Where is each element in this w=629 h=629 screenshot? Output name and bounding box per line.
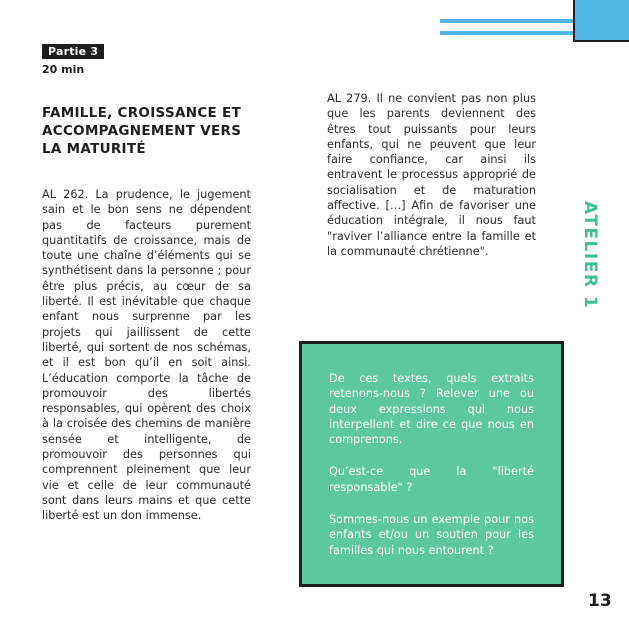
discussion-question-3: Sommes-nous un exemple pour nos enfants et/ou un soutien pour les familles qui nous entourent ? xyxy=(329,513,534,557)
quote-al-262: AL 262. La prudence, le jugement sain et le bon sens ne dépendent pas de facteurs purement quantitatifs de croissance, mais de toute une chaîne d’éléments qui se synthétisent dans la personne ; pour être plus précis, au cœur de sa liberté. Il est inévitable que chaque enfant nous surprenne par les projets qui jaillissent de cette liberté, qui sortent de nos schémas, et il est bon qu’il en soit ainsi. L’éducation comporte la tâche de promouvoir des libertés responsables, qui opèrent des choix à la croisée des chemins de manière sensée et intelligente, de promouvoir des personnes qui comprennent pleinement que leur vie et celle de leur communauté sont dans leurs mains et que cette liberté est un don immense. xyxy=(42,188,251,523)
page-number: 13 xyxy=(588,591,612,611)
decorative-line-top xyxy=(440,19,573,23)
decorative-line-bottom xyxy=(440,31,573,35)
duration-label: 20 min xyxy=(42,63,85,76)
part-badge: Partie 3 xyxy=(42,44,104,59)
discussion-question-1: De ces textes, quels extraits retenons-nous ? Relever une ou deux expressions qui nous interpellent et dire ce que nous en comprenons. xyxy=(329,372,534,447)
quote-al-279: AL 279. Il ne convient pas non plus que les parents deviennent des êtres tout puissants pour leurs enfants, qui ne peuvent que leur faire confiance, car ainsi ils entravent le processus approprié de socialisation et de maturation affective. […] Afin de favoriser une éducation intégrale, il nous faut "raviver l’alliance entre la famille et la communauté chrétienne". xyxy=(327,92,536,258)
workshop-side-label: ATELIER 1 xyxy=(580,201,600,310)
corner-color-block xyxy=(573,0,629,42)
section-title: FAMILLE, CROISSANCE ET ACCOMPAGNEMENT VERS LA MATURITÉ xyxy=(42,105,242,157)
discussion-question-2: Qu’est-ce que la "liberté responsable" ? xyxy=(329,465,534,494)
discussion-box xyxy=(299,341,564,587)
